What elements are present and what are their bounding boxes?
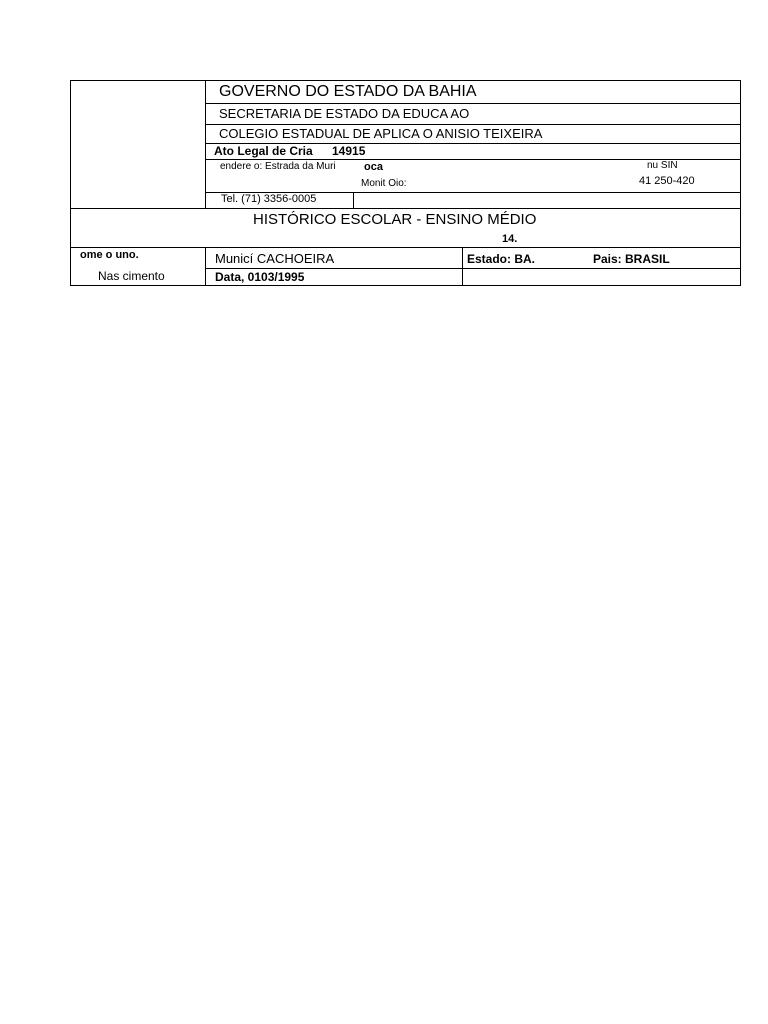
nascimento-label: Nas cimento: [98, 269, 165, 283]
header-divider: [205, 80, 206, 208]
row-line: [205, 268, 741, 269]
estado-value: Estado: BA.: [467, 252, 536, 266]
data-value: Data, 0103/1995: [215, 270, 305, 284]
row-line: [205, 124, 741, 125]
row-line: [70, 247, 741, 248]
student-divider: [462, 247, 463, 286]
ato-value: 14915: [332, 144, 366, 158]
student-divider: [205, 247, 206, 286]
gov-title: GOVERNO DO ESTADO DA BAHIA: [219, 83, 477, 100]
document-number: 14.: [502, 233, 518, 245]
nusin-value: 41 250-420: [639, 175, 695, 187]
tel-text: Tel. (71) 3356-0005: [221, 193, 317, 205]
nome-label: ome o uno.: [80, 249, 139, 261]
endereco-label: endere o: Estrada da Muri: [220, 161, 336, 172]
border-left: [70, 80, 71, 286]
row-line: [205, 103, 741, 104]
border-top: [70, 80, 741, 81]
ato-label: Ato Legal de Cria: [214, 144, 313, 158]
border-right: [740, 80, 741, 286]
municipio-value: Municí CACHOEIRA: [215, 251, 335, 266]
border-bottom: [70, 285, 741, 286]
tel-divider: [353, 192, 354, 208]
pais-value: Pais: BRASIL: [593, 252, 670, 266]
document-title: HISTÓRICO ESCOLAR - ENSINO MÉDIO: [253, 211, 537, 228]
colegio-title: COLEGIO ESTADUAL DE APLICA O ANISIO TEIXEIRA: [219, 126, 543, 141]
nusin-label: nu SIN: [647, 160, 678, 171]
monit-label: Monit Oio:: [361, 178, 407, 189]
endereco-value: oca: [364, 161, 383, 173]
secretaria-title: SECRETARIA DE ESTADO DA EDUCA AO: [219, 106, 470, 121]
row-line: [70, 208, 741, 209]
